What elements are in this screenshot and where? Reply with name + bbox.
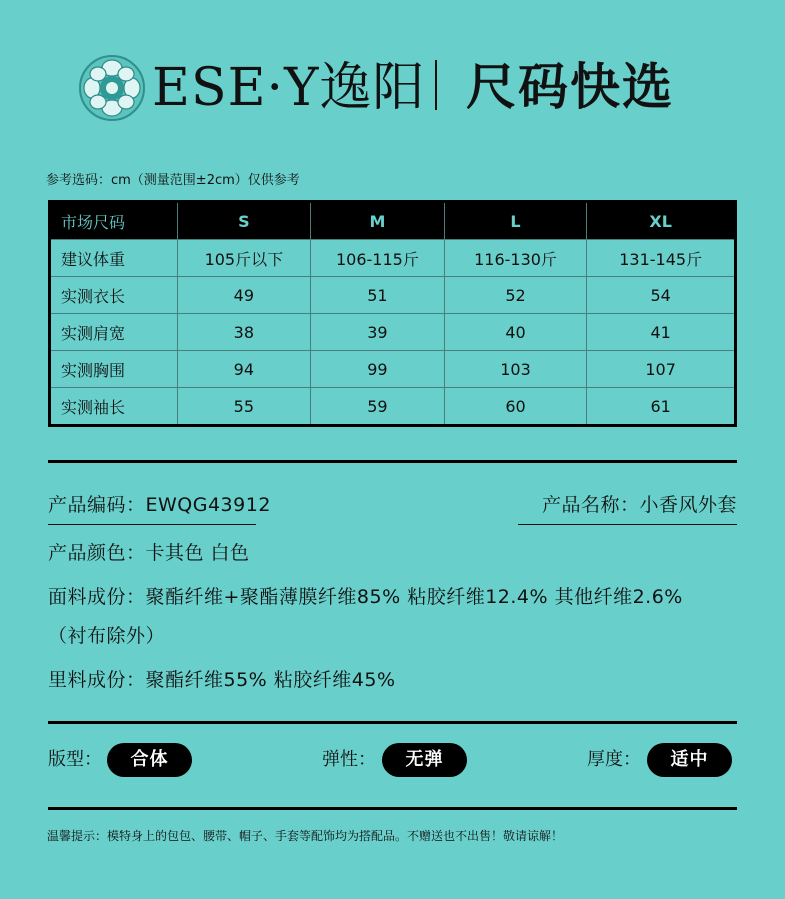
section-divider (48, 460, 737, 463)
table-cell: 107 (587, 351, 736, 388)
table-row-label: 实测袖长 (50, 388, 178, 426)
product-color: 产品颜色：卡其色 白色 (48, 542, 250, 564)
table-row-label: 实测肩宽 (50, 314, 178, 351)
measurement-note: 参考选码：cm（测量范围±2cm）仅供参考 (46, 173, 300, 188)
table-cell: 39 (311, 314, 445, 351)
header (78, 52, 718, 122)
fabric-composition-note: （衬布除外） (48, 625, 166, 647)
table-cell: 49 (177, 277, 311, 314)
fit-label: 版型： (48, 749, 102, 770)
table-cell: 60 (444, 388, 587, 426)
table-cell: 61 (587, 388, 736, 426)
fabric-composition: 面料成份：聚酯纤维+聚酯薄膜纤维85% 粘胶纤维12.4% 其他纤维2.6% (48, 586, 683, 608)
brand-logo-text: ESE·Y逸阳 (152, 58, 426, 118)
size-table (48, 200, 737, 427)
table-row (50, 240, 736, 277)
table-cell: 116-130斤 (444, 240, 587, 277)
table-cell: 105斤以下 (177, 240, 311, 277)
table-header-cell: 市场尺码 (50, 202, 178, 240)
header-divider (435, 60, 437, 110)
table-cell: 54 (587, 277, 736, 314)
page-title: 尺码快选 (466, 58, 674, 116)
table-row-label: 实测衣长 (50, 277, 178, 314)
table-cell: 38 (177, 314, 311, 351)
flower-logo-icon (78, 54, 146, 122)
stretch-badge: 无弹 (382, 743, 467, 777)
stretch-label: 弹性： (322, 749, 376, 770)
product-name: 产品名称：小香风外套 (518, 492, 737, 525)
table-row (50, 314, 736, 351)
table-header-cell: S (177, 202, 311, 240)
table-cell: 103 (444, 351, 587, 388)
table-cell: 106-115斤 (311, 240, 445, 277)
table-header-row (50, 202, 736, 240)
table-row-label: 建议体重 (50, 240, 178, 277)
table-cell: 40 (444, 314, 587, 351)
fit-badge: 合体 (107, 743, 192, 777)
thickness-label: 厚度： (587, 749, 641, 770)
table-row (50, 388, 736, 426)
product-code: 产品编码：EWQG43912 (48, 492, 256, 525)
table-header-cell: M (311, 202, 445, 240)
table-row (50, 351, 736, 388)
table-cell: 94 (177, 351, 311, 388)
lining-composition: 里料成份：聚酯纤维55% 粘胶纤维45% (48, 669, 396, 691)
table-row (50, 277, 736, 314)
section-divider (48, 807, 737, 810)
table-header-cell: XL (587, 202, 736, 240)
table-cell: 55 (177, 388, 311, 426)
table-header-cell: L (444, 202, 587, 240)
table-cell: 59 (311, 388, 445, 426)
table-cell: 51 (311, 277, 445, 314)
table-cell: 131-145斤 (587, 240, 736, 277)
table-row-label: 实测胸围 (50, 351, 178, 388)
section-divider (48, 721, 737, 724)
table-cell: 41 (587, 314, 736, 351)
table-cell: 52 (444, 277, 587, 314)
thickness-badge: 适中 (647, 743, 732, 777)
table-cell: 99 (311, 351, 445, 388)
footer-notice: 温馨提示：模特身上的包包、腰带、帽子、手套等配饰均为搭配品。不赠送也不出售！敬请谅解！ (47, 829, 564, 843)
